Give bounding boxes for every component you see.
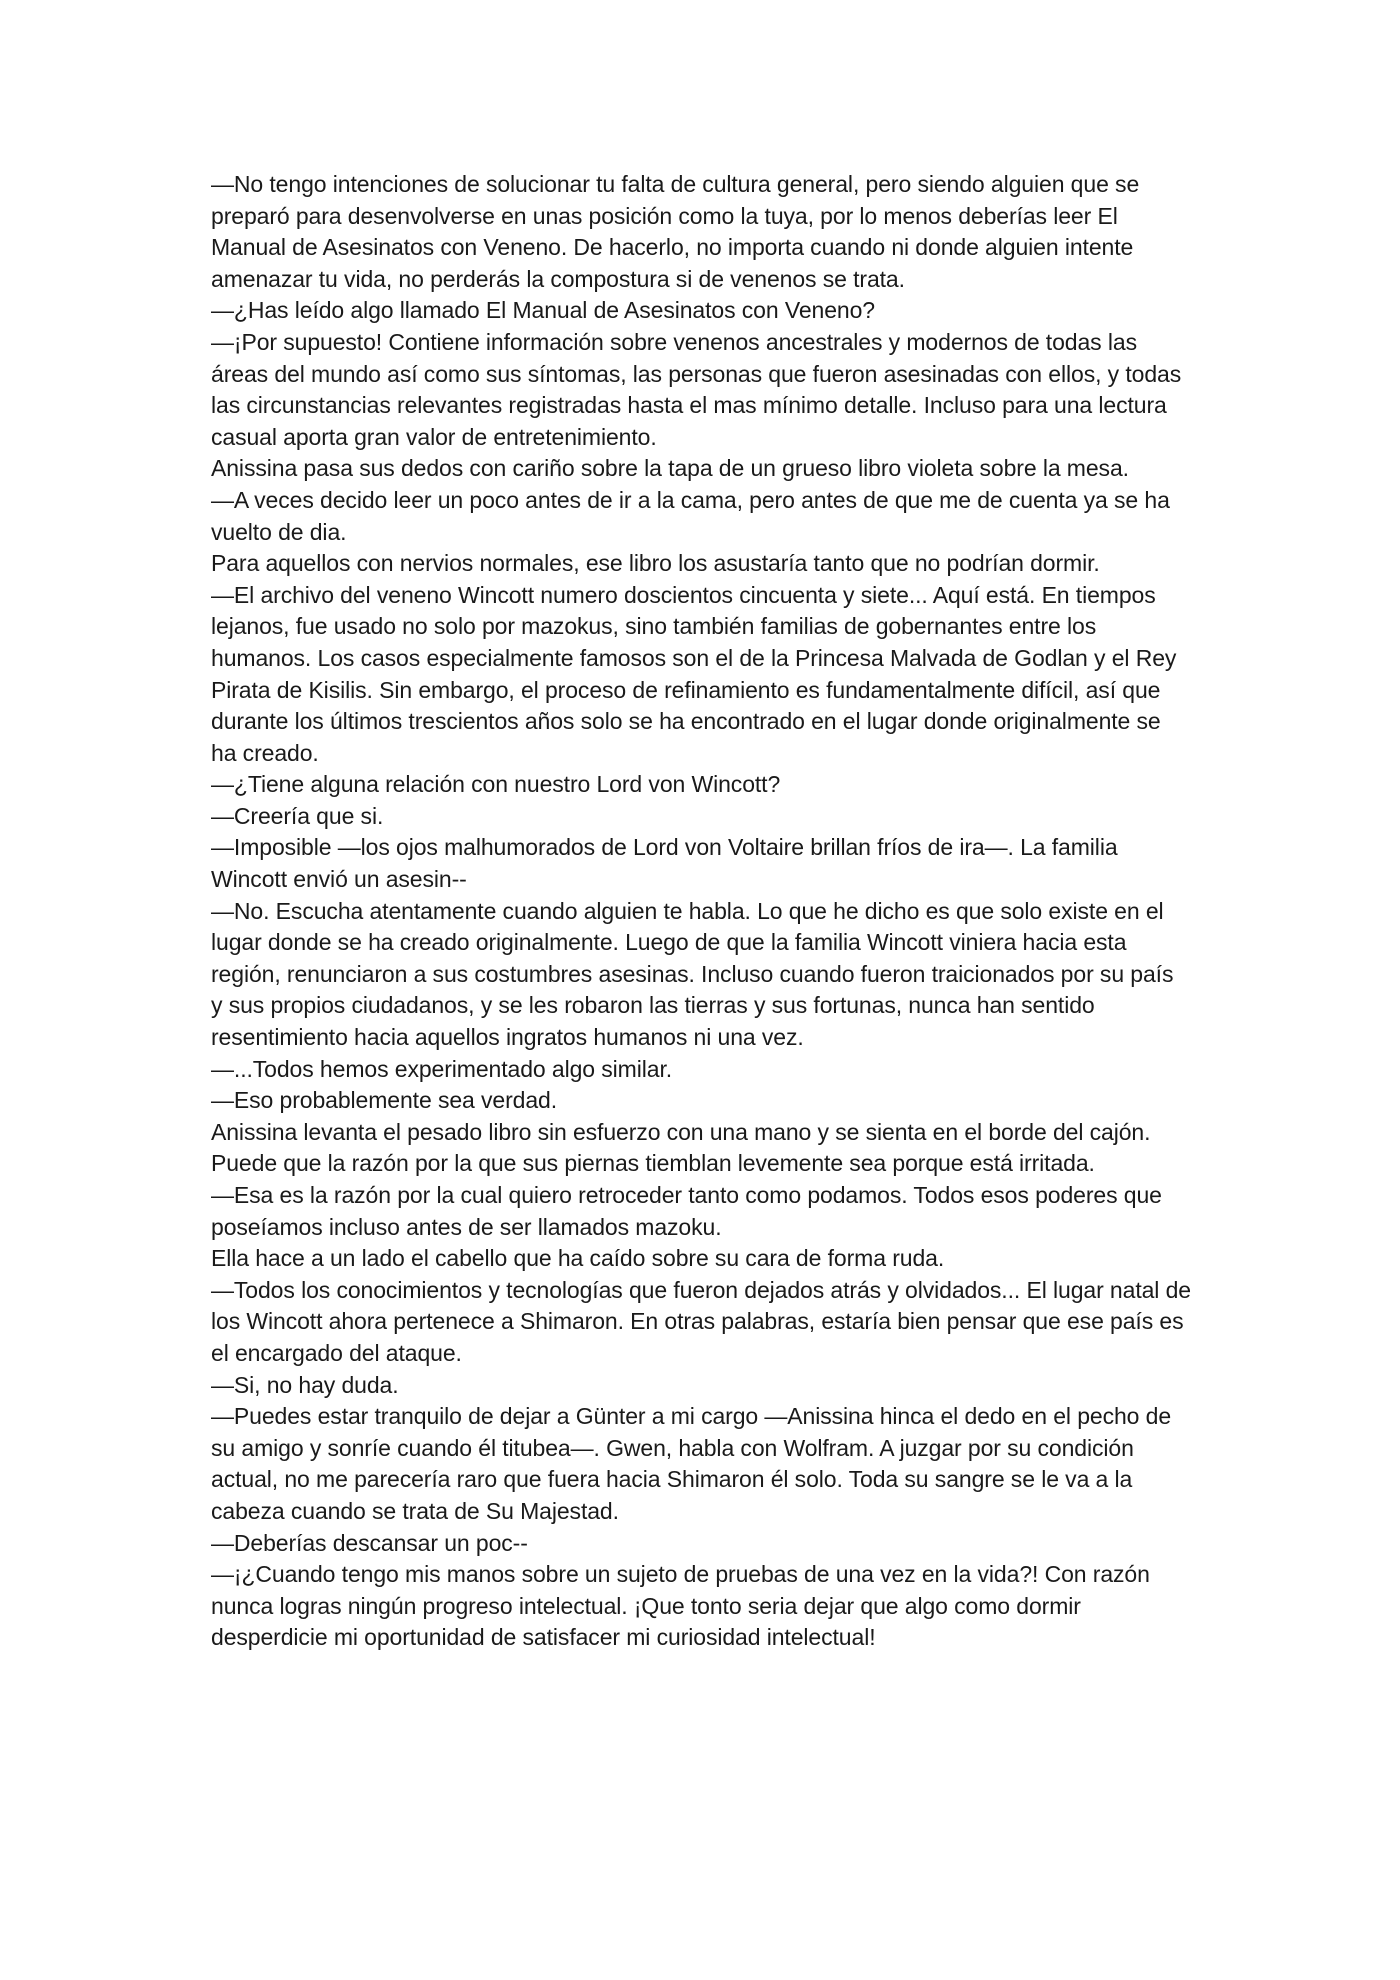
paragraph: —¿Tiene alguna relación con nuestro Lord von Wincott?	[211, 771, 781, 798]
paragraph: —Puedes estar tranquilo de dejar a Günter a mi cargo —Anissina hinca el dedo en el pecho de su amigo y sonríe cuando él titubea—. Gwen, habla con Wolfram. A juzgar por su condición actual, no me parecería raro que fuera hacia Shimaron él solo. Toda su sangre se le va a la cabeza cuando se trata de Su Majestad.	[211, 1403, 1172, 1524]
paragraph: —...Todos hemos experimentado algo similar.	[211, 1055, 673, 1082]
paragraph: —Imposible —los ojos malhumorados de Lord von Voltaire brillan fríos de ira—. La familia Wincott envió un asesin--	[211, 834, 1118, 893]
paragraph: —El archivo del veneno Wincott numero doscientos cincuenta y siete... Aquí está. En tiempos lejanos, fue usado no solo por mazokus, sino también familias de gobernantes entre los humanos. Los casos especialmente famosos son el de la Princesa Malvada de Godlan y el Rey Pirata de Kisilis. Sin embargo, el proceso de refinamiento es fundamentalmente difícil, así que durante los últimos trescientos años solo se ha encontrado en el lugar donde originalmente se ha creado.	[211, 581, 1177, 766]
paragraph: —A veces decido leer un poco antes de ir a la cama, pero antes de que me de cuenta ya se ha vuelto de dia.	[211, 486, 1170, 545]
paragraph: —Si, no hay duda.	[211, 1371, 399, 1398]
paragraph: —¡Por supuesto! Contiene información sobre venenos ancestrales y modernos de todas las áreas del mundo así como sus síntomas, las personas que fueron asesinadas con ellos, y todas las circunstancias relevantes registradas hasta el mas mínimo detalle. Incluso para una lectura casual aporta gran valor de entretenimiento.	[211, 328, 1182, 450]
paragraph: —Eso probablemente sea verdad.	[211, 1087, 558, 1114]
paragraph: —No. Escucha atentamente cuando alguien te habla. Lo que he dicho es que solo existe en el lugar donde se ha creado originalmente. Luego de que la familia Wincott viniera hacia esta región, renunciaron a sus costumbres asesinas. Incluso cuando fueron traicionados por su país y sus propios ciudadanos, y se les robaron las tierras y sus fortunas, nunca han sentido resentimiento hacia aquellos ingratos humanos ni una vez.	[211, 897, 1174, 1051]
paragraph: —Creería que si.	[211, 802, 384, 829]
document-body	[211, 169, 1191, 1654]
paragraph: Ella hace a un lado el cabello que ha caído sobre su cara de forma ruda.	[211, 1245, 945, 1272]
paragraph: Anissina pasa sus dedos con cariño sobre la tapa de un grueso libro violeta sobre la mesa.	[211, 455, 1129, 482]
paragraph: —Esa es la razón por la cual quiero retroceder tanto como podamos. Todos esos poderes que poseíamos incluso antes de ser llamados mazoku.	[211, 1182, 1162, 1240]
paragraph: Anissina levanta el pesado libro sin esfuerzo con una mano y se sienta en el borde del cajón. Puede que la razón por la que sus piernas tiemblan levemente sea porque está irritada.	[211, 1118, 1151, 1177]
paragraph: —¡¿Cuando tengo mis manos sobre un sujeto de pruebas de una vez en la vida?! Con razón nunca logras ningún progreso intelectual. ¡Que tonto seria dejar que algo como dormir desperdicie mi oportunidad de satisfacer mi curiosidad intelectual!	[211, 1561, 1150, 1651]
paragraph: Para aquellos con nervios normales, ese libro los asustaría tanto que no podrían dormir.	[211, 550, 1100, 577]
paragraph: —Deberías descansar un poc--	[211, 1529, 528, 1556]
paragraph: —¿Has leído algo llamado El Manual de Asesinatos con Veneno?	[211, 297, 875, 324]
paragraph: —No tengo intenciones de solucionar tu falta de cultura general, pero siendo alguien que se preparó para desenvolverse en unas posición como la tuya, por lo menos deberías leer El Manual de Asesinatos con Veneno. De hacerlo, no importa cuando ni donde alguien intente amenazar tu vida, no perderás la compostura si de venenos se trata.	[211, 171, 1140, 292]
paragraph: —Todos los conocimientos y tecnologías que fueron dejados atrás y olvidados... El lugar natal de los Wincott ahora pertenece a Shimaron. En otras palabras, estaría bien pensar que ese país es el encargado del ataque.	[211, 1276, 1191, 1366]
